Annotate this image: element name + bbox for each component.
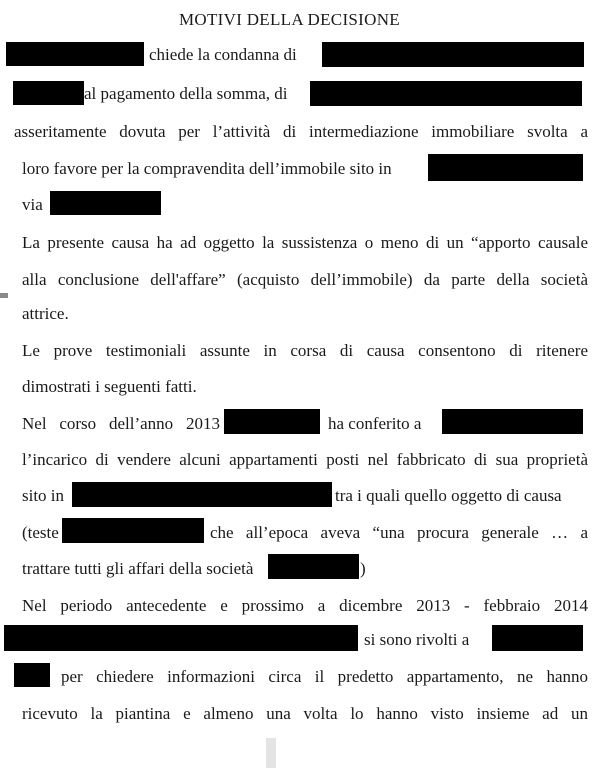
scan-artifact [266,738,276,768]
text-line: tra i quali quello oggetto di causa [335,486,562,505]
text-line: per chiedere informazioni circa il predetto appartamento, ne hanno [61,667,588,686]
redaction-block [428,154,583,181]
redaction-block [442,409,583,434]
text-line: dimostrati i seguenti fatti. [22,377,197,396]
text-line: l’incarico di vendere alcuni appartamenti posti nel fabbricato di sua proprietà [22,450,588,469]
document-title: MOTIVI DELLA DECISIONE [179,10,400,29]
text-line: alla conclusione dell'affare” (acquisto dell’immobile) da parte della società [22,270,588,289]
text-line: chiede la condanna di [149,45,297,64]
redaction-block [50,191,161,215]
redaction-block [492,625,583,651]
text-line: ricevuto la piantina e almeno una volta lo hanno visto insieme ad un [22,704,588,723]
text-line: (teste [22,523,59,542]
redaction-block [14,663,50,687]
text-line: La presente causa ha ad oggetto la sussistenza o meno di un “apporto causale [22,233,588,252]
margin-mark [0,293,8,298]
redaction-block [310,81,582,106]
text-line: che all’epoca aveva “una procura generale … a [210,523,588,542]
text-line: Le prove testimoniali assunte in corsa di causa consentono di ritenere [22,341,588,360]
redaction-block [224,409,320,434]
redaction-block [268,554,359,579]
text-line: attrice. [22,304,69,323]
redaction-block [6,42,144,66]
text-line: sito in [22,486,65,505]
text-line: asseritamente dovuta per l’attività di intermediazione immobiliare svolta a [14,122,588,141]
text-line: si sono rivolti a [364,630,470,649]
text-line: trattare tutti gli affari della società [22,559,254,578]
text-line: Nel corso dell’anno 2013 [22,414,220,433]
redaction-block [322,42,584,67]
text-line: ) [360,559,366,578]
redaction-block [4,625,358,651]
text-line: al pagamento della somma, di [84,84,288,103]
text-line: via [22,195,43,214]
redaction-block [72,482,332,507]
text-line: ha conferito a [328,414,422,433]
text-line: loro favore per la compravendita dell’immobile sito in [22,159,392,178]
redaction-block [62,518,204,543]
text-line: Nel periodo antecedente e prossimo a dicembre 2013 - febbraio 2014 [22,596,588,615]
redaction-block [13,81,84,105]
